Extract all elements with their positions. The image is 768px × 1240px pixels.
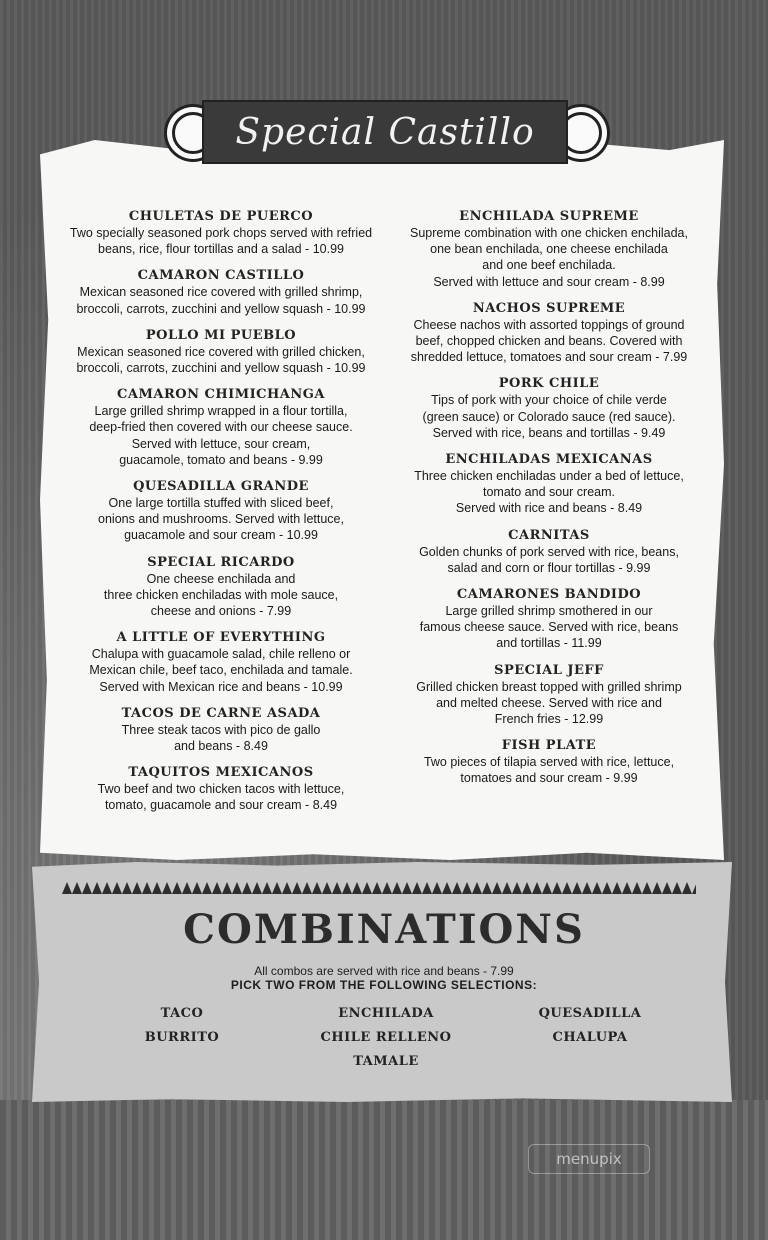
menu-item-description-line: Served with rice and beans - 8.49 <box>455 501 643 516</box>
menu-item-description-line: Three chicken enchiladas under a bed of lettuce, <box>414 469 684 484</box>
menu-item-name: CAMARON CASTILLO <box>137 268 305 284</box>
bottom-background <box>0 1100 768 1240</box>
right-column <box>384 208 714 797</box>
menu-item-name: TAQUITOS MEXICANOS <box>128 765 314 781</box>
menu-item <box>384 737 714 786</box>
menu-item-name: ENCHILADA SUPREME <box>459 209 639 224</box>
menu-item-description-line: Served with Mexican rice and beans - 10.99 <box>99 679 343 694</box>
menu-item-description-line: beans, rice, flour tortillas and a salad - 10.99 <box>98 242 344 257</box>
menu-item-description-line: tomatoes and sour cream - 9.99 <box>460 771 638 786</box>
left-column <box>56 208 386 824</box>
menu-item-name: QUESADILLA GRANDE <box>133 479 309 495</box>
menu-item-description-line: Mexican seasoned rice covered with grilled shrimp, <box>79 285 363 300</box>
combo-choice: CHALUPA <box>552 1030 628 1045</box>
menu-item-description-line: Two beef and two chicken tacos with lettuce, <box>97 782 345 797</box>
menu-item-description-line: deep-fried then covered with our cheese sauce. <box>89 420 353 435</box>
menu-item-description-line: famous cheese sauce. Served with rice, beans <box>419 620 679 635</box>
combo-choice: TAMALE <box>353 1054 419 1069</box>
menu-item-description-line: one bean enchilada, one cheese enchilada <box>430 242 668 257</box>
menu-item-description-line: French fries - 12.99 <box>494 712 604 727</box>
menu-item-description-line: Large grilled shrimp wrapped in a flour tortilla, <box>94 404 348 419</box>
combo-choice: ENCHILADA <box>338 1006 434 1021</box>
menu-item-description-line: beef, chopped chicken and beans. Covered with <box>415 334 683 349</box>
zigzag-divider-icon <box>62 882 696 894</box>
menu-item <box>56 478 386 544</box>
menu-item <box>384 662 714 728</box>
combinations-instruction: PICK TWO FROM THE FOLLOWING SELECTIONS: <box>230 978 538 992</box>
menu-item-description-line: Grilled chicken breast topped with grilled shrimp <box>416 679 682 694</box>
combinations-note-block <box>0 964 768 992</box>
menu-title: Special Castillo <box>235 111 535 153</box>
menu-item-description-line: and melted cheese. Served with rice and <box>436 695 662 710</box>
menu-item-description-line: guacamole and sour cream - 10.99 <box>124 528 318 543</box>
menu-item-description-line: three chicken enchiladas with mole sauce, <box>103 587 339 602</box>
menu-item <box>384 586 714 652</box>
menu-item-description-line: salad and corn or flour tortillas - 9.99 <box>447 560 651 575</box>
menu-item-description-line: onions and mushrooms. Served with lettuce, <box>98 512 344 527</box>
menu-item-name: PORK CHILE <box>498 376 600 392</box>
menu-item-description-line: Cheese nachos with assorted toppings of ground <box>413 317 685 332</box>
menu-item-description-line: Three steak tacos with pico de gallo <box>121 722 321 737</box>
menu-item-description-line: Served with rice, beans and tortillas - 9.49 <box>432 425 666 440</box>
menu-item-description-line: Two pieces of tilapia served with rice, lettuce, <box>423 755 675 770</box>
menu-item <box>56 386 386 468</box>
menu-item <box>56 208 386 257</box>
menu-item-description-line: Mexican chile, beef taco, enchilada and tamale. <box>89 663 353 678</box>
menu-item-description-line: broccoli, carrots, zucchini and yellow squash - 10.99 <box>76 301 366 316</box>
menu-item-description-line: and beans - 8.49 <box>174 739 268 754</box>
combinations-title: COMBINATIONS <box>183 906 585 953</box>
menu-item-description-line: Tips of pork with your choice of chile verde <box>431 393 667 408</box>
watermark: menupix <box>528 1144 650 1174</box>
menu-item-description-line: Chalupa with guacamole salad, chile relleno or <box>91 647 351 662</box>
menu-item <box>384 208 714 290</box>
menu-item-description-line: Mexican seasoned rice covered with grilled chicken, <box>77 344 365 359</box>
menu-item-name: CHULETAS DE PUERCO <box>128 209 314 224</box>
menu-item-description-line: Served with lettuce and sour cream - 8.99 <box>433 274 665 289</box>
menu-item-description-line: shredded lettuce, tomatoes and sour cream - 7.99 <box>410 350 688 365</box>
title-banner <box>202 100 568 164</box>
menu-item-description-line: (green sauce) or Colorado sauce (red sauce). <box>422 409 676 424</box>
combo-choice: QUESADILLA <box>538 1006 642 1021</box>
menu-item-description-line: Large grilled shrimp smothered in our <box>445 604 653 619</box>
menu-item-description-line: guacamole, tomato and beans - 9.99 <box>119 452 323 467</box>
menu-item-description-line: broccoli, carrots, zucchini and yellow squash - 10.99 <box>76 361 366 376</box>
menu-item-name: POLLO MI PUEBLO <box>145 327 297 343</box>
menu-item <box>56 267 386 316</box>
menu-item <box>56 705 386 754</box>
menu-item-name: ENCHILADAS MEXICANAS <box>445 452 653 468</box>
combinations-price-note: All combos are served with rice and beans - 7.99 <box>254 964 514 978</box>
menu-item-name: CAMARONES BANDIDO <box>456 587 642 603</box>
menu-item-name: A LITTLE OF EVERYTHING <box>116 630 326 646</box>
menu-item <box>56 327 386 376</box>
menu-item-description-line: One large tortilla stuffed with sliced beef, <box>108 496 334 511</box>
menu-item-name: CAMARON CHIMICHANGA <box>117 387 325 403</box>
menu-item-name: SPECIAL JEFF <box>494 662 604 678</box>
menu-item <box>384 375 714 441</box>
menu-item-description-line: and tortillas - 11.99 <box>496 636 602 651</box>
menu-item-name: SPECIAL RICARDO <box>147 554 295 570</box>
menu-item-name: NACHOS SUPREME <box>472 300 626 316</box>
menu-item-description-line: Served with lettuce, sour cream, <box>131 436 311 451</box>
menu-item <box>56 764 386 813</box>
menu-item <box>384 451 714 517</box>
menu-item-description-line: Two specially seasoned pork chops served with refried <box>69 226 373 240</box>
menu-item-description-line: Golden chunks of pork served with rice, beans, <box>419 544 679 559</box>
menu-item-description-line: cheese and onions - 7.99 <box>150 604 292 619</box>
menu-item-name: CARNITAS <box>508 527 590 543</box>
combo-choice: CHILE RELLENO <box>320 1030 452 1045</box>
menu-item-description-line: Supreme combination with one chicken enchilada, <box>410 226 688 240</box>
menu-item-description-line: One cheese enchilada and <box>146 571 296 586</box>
zigzag-path <box>62 882 696 894</box>
menu-item <box>56 629 386 695</box>
menu-item-description-line: tomato and sour cream. <box>482 485 615 500</box>
menu-item-name: FISH PLATE <box>501 738 597 754</box>
menu-item-name: TACOS DE CARNE ASADA <box>121 705 321 721</box>
menu-item <box>384 300 714 366</box>
menu-item-description-line: tomato, guacamole and sour cream - 8.49 <box>104 798 338 813</box>
menu-item-description-line: and one beef enchilada. <box>482 258 616 273</box>
combo-choice: TACO <box>160 1006 204 1021</box>
menu-item <box>384 527 714 576</box>
menu-item <box>56 554 386 620</box>
combo-choice: BURRITO <box>144 1030 220 1045</box>
